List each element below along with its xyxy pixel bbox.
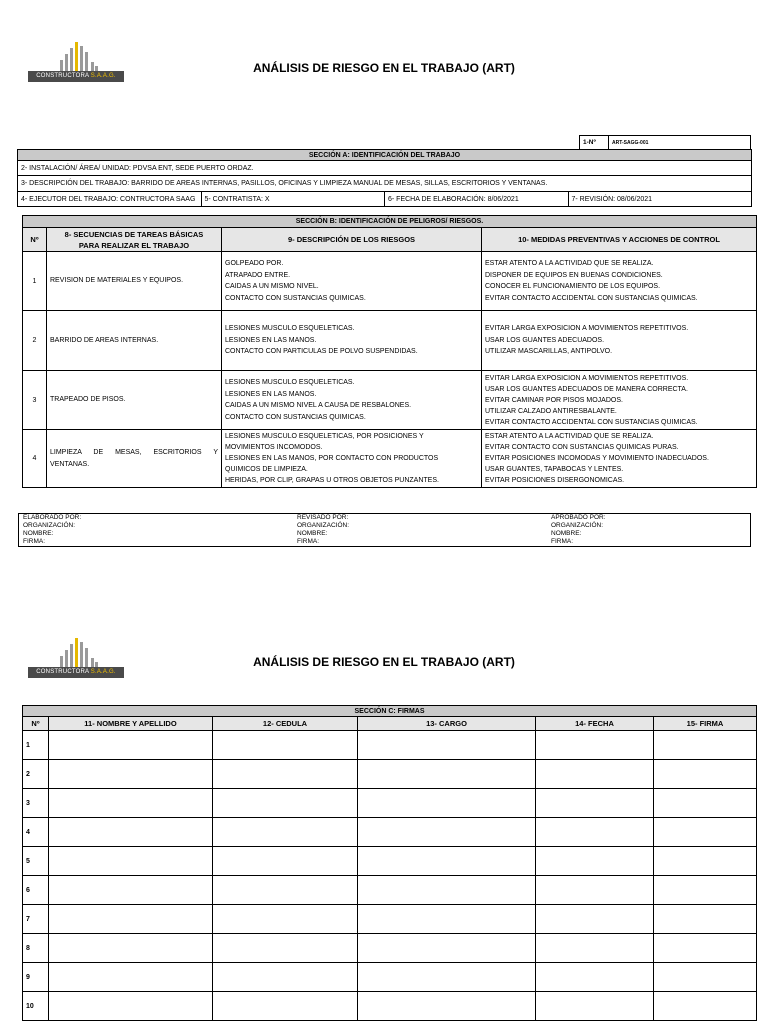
risk-row <box>23 311 757 371</box>
section-c-header: SECCIÓN C: FIRMAS <box>23 706 757 717</box>
signature-row <box>23 905 757 934</box>
signature-row <box>23 876 757 905</box>
section-a-table <box>17 149 752 207</box>
signature-entry-cell[interactable] <box>358 905 536 934</box>
signature-entry-cell[interactable] <box>536 818 654 847</box>
risk-line: MOVIMIENTOS INCOMODOS. <box>225 444 323 451</box>
risk-line: CONTACTO CON SUSTANCIAS QUIMICAS. <box>225 294 366 302</box>
signature-entry-cell[interactable] <box>654 818 757 847</box>
signature-row <box>23 992 757 1021</box>
signature-row-number: 7 <box>23 905 49 934</box>
signature-row <box>23 847 757 876</box>
signature-block <box>293 514 547 547</box>
risk-line: LESIONES EN LAS MANOS, POR CONTACTO CON PRODUCTOS <box>225 455 439 462</box>
row-number: 3 <box>23 371 47 430</box>
signature-column-header: 14- FECHA <box>536 717 654 731</box>
signature-entry-cell[interactable] <box>536 847 654 876</box>
risks-cell <box>222 252 482 311</box>
row-number: 4 <box>23 430 47 488</box>
contractor-field: 5- CONTRATISTA: X <box>201 192 385 207</box>
row-number: 2 <box>23 311 47 371</box>
risk-line: CAIDAS A UN MISMO NIVEL. <box>225 283 319 290</box>
signature-entry-cell[interactable] <box>49 905 213 934</box>
signature-entry-cell[interactable] <box>358 789 536 818</box>
signature-entry-cell[interactable] <box>49 934 213 963</box>
signature-row-number: 4 <box>23 818 49 847</box>
signature-row-number: 1 <box>23 731 49 760</box>
signature-entry-cell[interactable] <box>536 760 654 789</box>
signature-entry-cell[interactable] <box>536 992 654 1021</box>
measure-line: USAR LOS GUANTES ADECUADOS. <box>485 336 605 344</box>
work-description-field: 3- DESCRIPCIÓN DEL TRABAJO: BARRIDO DE AREAS INTERNAS, PASILLOS, OFICINAS Y LIMPIEZA MANUAL DE MESAS, SILLAS, ESCRITORIOS Y VENTANAS. <box>18 176 752 192</box>
signature-entry-cell[interactable] <box>536 934 654 963</box>
signature-block <box>547 514 751 547</box>
signature-entry-cell[interactable] <box>654 731 757 760</box>
task-cell: REVISION DE MATERIALES Y EQUIPOS. <box>47 252 222 311</box>
signature-entry-cell[interactable] <box>213 818 358 847</box>
doc-number-label: 1-Nº <box>580 136 609 150</box>
signature-org-label: ORGANIZACIÓN: <box>23 522 76 529</box>
elaboration-date-field: 6- FECHA DE ELABORACIÓN: 8/06/2021 <box>385 192 569 207</box>
risk-line: LESIONES EN LAS MANOS. <box>225 336 317 344</box>
signature-entry-cell[interactable] <box>213 847 358 876</box>
signature-entry-cell[interactable] <box>536 789 654 818</box>
signature-column-header: Nº <box>23 717 49 731</box>
signature-entry-cell[interactable] <box>213 876 358 905</box>
doc-number-value: ART-SAGG-001 <box>609 136 751 150</box>
signature-name-label: NOMBRE: <box>297 530 328 537</box>
measure-line: DISPONER DE EQUIPOS EN BUENAS CONDICIONES. <box>485 271 663 279</box>
signature-entry-cell[interactable] <box>654 847 757 876</box>
signature-entry-cell[interactable] <box>358 934 536 963</box>
signature-org-label: ORGANIZACIÓN: <box>551 522 604 529</box>
risk-line: CAIDAS A UN MISMO NIVEL A CAUSA DE RESBALONES. <box>225 402 412 409</box>
signature-row-number: 9 <box>23 963 49 992</box>
installation-field: 2- INSTALACIÓN/ ÁREA/ UNIDAD: PDVSA ENT, SEDE PUERTO ORDAZ. <box>18 161 752 176</box>
risk-line: HERIDAS, POR CLIP, GRAPAS U OTROS OBJETOS PUNZANTES. <box>225 477 439 484</box>
signature-column-header: 15- FIRMA <box>654 717 757 731</box>
signature-entry-cell[interactable] <box>213 731 358 760</box>
signature-entry-cell[interactable] <box>654 789 757 818</box>
revision-field: 7- REVISIÓN: 08/06/2021 <box>568 192 752 207</box>
risk-line: LESIONES MUSCULO ESQUELETICAS. <box>225 379 355 386</box>
signature-entry-cell[interactable] <box>358 731 536 760</box>
measure-line: EVITAR LARGA EXPOSICION A MOVIMIENTOS REPETITIVOS. <box>485 325 689 333</box>
task-cell: BARRIDO DE AREAS INTERNAS. <box>47 311 222 371</box>
signature-entry-cell[interactable] <box>358 760 536 789</box>
row-number: 1 <box>23 252 47 311</box>
risk-line: CONTACTO CON PARTICULAS DE POLVO SUSPENDIDAS. <box>225 348 418 356</box>
executor-field: 4- EJECUTOR DEL TRABAJO: CONTRUCTORA SAAG <box>18 192 202 207</box>
signature-row <box>23 963 757 992</box>
signature-entry-cell[interactable] <box>213 905 358 934</box>
signature-entry-cell[interactable] <box>358 963 536 992</box>
signature-entry-cell[interactable] <box>49 992 213 1021</box>
signature-entry-cell[interactable] <box>49 789 213 818</box>
measure-line: ESTAR ATENTO A LA ACTIVIDAD QUE SE REALIZA. <box>485 260 654 267</box>
measure-line: EVITAR POSICIONES DISERGONOMICAS. <box>485 477 625 484</box>
signature-row <box>23 934 757 963</box>
signature-entry-cell[interactable] <box>213 963 358 992</box>
signature-row <box>23 731 757 760</box>
signature-entry-cell[interactable] <box>49 731 213 760</box>
column-risks-header: 9- DESCRIPCIÓN DE LOS RIESGOS <box>222 228 482 252</box>
signature-row-number: 2 <box>23 760 49 789</box>
signature-entry-cell[interactable] <box>654 934 757 963</box>
signature-row <box>23 760 757 789</box>
signature-entry-cell[interactable] <box>213 789 358 818</box>
column-number-header: Nº <box>23 228 47 252</box>
signature-entry-cell[interactable] <box>49 760 213 789</box>
signature-row-number: 8 <box>23 934 49 963</box>
page-title-page2: ANÁLISIS DE RIESGO EN EL TRABAJO (ART) <box>253 655 515 669</box>
signature-column-header: 11- NOMBRE Y APELLIDO <box>49 717 213 731</box>
signature-entry-cell[interactable] <box>654 963 757 992</box>
risk-row <box>23 371 757 430</box>
risk-line: LESIONES MUSCULO ESQUELETICAS, POR POSICIONES Y <box>225 433 424 440</box>
risks-cell <box>222 430 482 488</box>
signature-entry-cell[interactable] <box>213 760 358 789</box>
signature-entry-cell[interactable] <box>654 992 757 1021</box>
risks-cell <box>222 311 482 371</box>
signature-entry-cell[interactable] <box>49 818 213 847</box>
signature-sign-label: FIRMA: <box>297 538 320 545</box>
measure-line: EVITAR CONTACTO ACCIDENTAL CON SUSTANCIAS QUIMICAS. <box>485 294 698 302</box>
measure-line: ESTAR ATENTO A LA ACTIVIDAD QUE SE REALIZA. <box>485 433 654 440</box>
risk-line: QUIMICOS DE LIMPIEZA. <box>225 466 308 473</box>
signature-row-number: 10 <box>23 992 49 1021</box>
signature-entry-cell[interactable] <box>358 876 536 905</box>
risks-cell <box>222 371 482 430</box>
signature-entry-cell[interactable] <box>358 818 536 847</box>
signature-row-number: 5 <box>23 847 49 876</box>
signature-entry-cell[interactable] <box>536 731 654 760</box>
measure-line: CONOCER EL FUNCIONAMIENTO DE LOS EQUIPOS. <box>485 283 661 290</box>
signature-column-header: 13- CARGO <box>358 717 536 731</box>
measure-line: EVITAR CONTACTO CON SUSTANCIAS QUIMICAS PURAS. <box>485 444 679 451</box>
column-tasks-header: 8- SECUENCIAS DE TAREAS BÁSICAS PARA REALIZAR EL TRABAJO <box>47 228 222 252</box>
signature-sign-label: FIRMA: <box>23 538 46 545</box>
signature-entry-cell[interactable] <box>536 905 654 934</box>
signature-role-label: APROBADO POR: <box>551 514 606 521</box>
section-b-table <box>22 215 757 488</box>
measure-line: EVITAR CONTACTO ACCIDENTAL CON SUSTANCIAS QUIMICAS. <box>485 418 698 426</box>
signature-role-label: ELABORADO POR: <box>23 514 82 521</box>
column-measures-header: 10- MEDIDAS PREVENTIVAS Y ACCIONES DE CONTROL <box>482 228 757 252</box>
approval-signatures <box>18 513 751 547</box>
signature-entry-cell[interactable] <box>654 760 757 789</box>
measure-line: EVITAR POSICIONES INCOMODAS Y MOVIMIENTO INADECUADOS. <box>485 455 709 462</box>
measures-cell <box>482 311 757 371</box>
signature-name-label: NOMBRE: <box>551 530 582 537</box>
signature-entry-cell[interactable] <box>358 992 536 1021</box>
signature-name-label: NOMBRE: <box>23 530 54 537</box>
document-number-box <box>579 135 751 150</box>
signature-entry-cell[interactable] <box>358 847 536 876</box>
signature-row-number: 3 <box>23 789 49 818</box>
signature-entry-cell[interactable] <box>536 876 654 905</box>
signature-row <box>23 789 757 818</box>
signature-row <box>23 818 757 847</box>
section-c-table <box>22 705 757 1021</box>
risk-line: LESIONES EN LAS MANOS. <box>225 390 317 398</box>
measure-line: UTILIZAR CALZADO ANTIRESBALANTE. <box>485 407 617 415</box>
signature-role-label: REVISADO POR: <box>297 514 349 521</box>
risk-line: CONTACTO CON SUSTANCIAS QUIMICAS. <box>225 413 366 421</box>
measure-line: USAR LOS GUANTES ADECUADOS DE MANERA CORRECTA. <box>485 385 688 393</box>
signature-entry-cell[interactable] <box>654 876 757 905</box>
section-b-header: SECCIÓN B: IDENTIFICACIÓN DE PELIGROS/ RIESGOS. <box>23 216 757 228</box>
signature-entry-cell[interactable] <box>213 992 358 1021</box>
page-title: ANÁLISIS DE RIESGO EN EL TRABAJO (ART) <box>253 61 515 75</box>
measure-line: EVITAR LARGA EXPOSICION A MOVIMIENTOS REPETITIVOS. <box>485 374 689 382</box>
section-a-header: SECCIÓN A: IDENTIFICACIÓN DEL TRABAJO <box>18 150 752 161</box>
signature-entry-cell[interactable] <box>213 934 358 963</box>
signature-row-number: 6 <box>23 876 49 905</box>
risk-line: GOLPEADO POR. <box>225 260 284 267</box>
signature-entry-cell[interactable] <box>49 847 213 876</box>
signature-entry-cell[interactable] <box>654 905 757 934</box>
signature-entry-cell[interactable] <box>49 876 213 905</box>
signature-block <box>19 514 294 547</box>
logo-banner: CONSTRUCTORA S.A.A.G. <box>28 71 124 82</box>
measures-cell <box>482 252 757 311</box>
task-cell: LIMPIEZA DE MESAS, ESCRITORIOS Y VENTANAS. <box>47 430 222 488</box>
risk-row <box>23 430 757 488</box>
task-cell: TRAPEADO DE PISOS. <box>47 371 222 430</box>
risk-line: ATRAPADO ENTRE. <box>225 271 291 279</box>
signature-entry-cell[interactable] <box>49 963 213 992</box>
measures-cell <box>482 371 757 430</box>
measure-line: UTILIZAR MASCARILLAS, ANTIPOLVO. <box>485 348 613 356</box>
signature-sign-label: FIRMA: <box>551 538 574 545</box>
risk-line: LESIONES MUSCULO ESQUELETICAS. <box>225 325 355 333</box>
measures-cell <box>482 430 757 488</box>
signature-column-header: 12- CEDULA <box>213 717 358 731</box>
measure-line: EVITAR CAMINAR POR PISOS MOJADOS. <box>485 396 623 404</box>
signature-org-label: ORGANIZACIÓN: <box>297 522 350 529</box>
risk-row <box>23 252 757 311</box>
signature-entry-cell[interactable] <box>536 963 654 992</box>
logo-banner: CONSTRUCTORA S.A.A.G. <box>28 667 124 678</box>
measure-line: USAR GUANTES, TAPABOCAS Y LENTES. <box>485 466 624 473</box>
